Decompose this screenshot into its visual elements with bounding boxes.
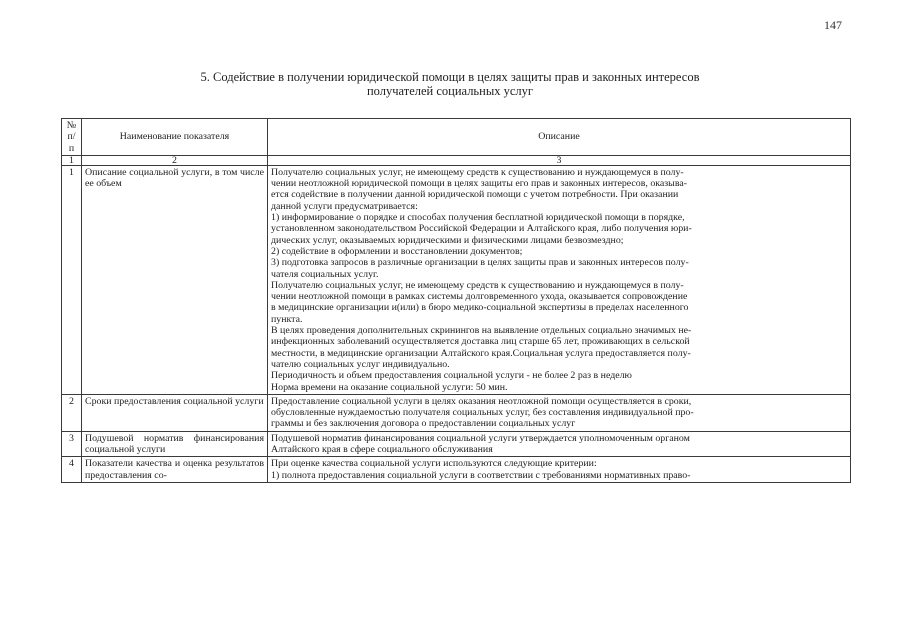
indicator-name: Подушевой норматив финансирования социальной услуги bbox=[82, 431, 268, 457]
indicator-name: Описание социальной услуги, в том числе ее объем bbox=[82, 165, 268, 394]
description-line: чении неотложной юридической помощи в целях защиты его прав и законных интересов, оказыва- bbox=[271, 178, 688, 190]
section-title-line-2: получателей социальных услуг bbox=[366, 84, 534, 98]
row-number: 3 bbox=[62, 431, 82, 457]
indicator-name: Показатели качества и оценка результатов предоставления со- bbox=[82, 457, 268, 483]
row-number: 4 bbox=[62, 457, 82, 483]
page-number: 147 bbox=[824, 18, 842, 32]
table-row bbox=[62, 457, 851, 483]
column-number-2: 2 bbox=[82, 155, 268, 165]
description-line: чателя социальных услуг. bbox=[271, 268, 379, 280]
indicators-table bbox=[61, 118, 851, 483]
section-title bbox=[110, 70, 790, 98]
description-line: При оценке качества социальной услуги используются следующие критерии: bbox=[271, 458, 597, 470]
description-line: Получателю социальных услуг, не имеющему средств к существованию и нуждающемуся в полу- bbox=[271, 166, 684, 178]
header-name: Наименование показателя bbox=[82, 119, 268, 156]
section-title-line-1: 5. Содействие в получении юридической помощи в целях защиты прав и законных интересов bbox=[200, 70, 700, 84]
indicator-name: Сроки предоставления социальной услуги bbox=[82, 394, 268, 431]
indicator-description bbox=[268, 457, 851, 483]
header-num: № п/п bbox=[62, 119, 82, 156]
description-line: пункта. bbox=[271, 313, 303, 325]
description-line: 1) информирование о порядке и способах получения бесплатной юридической помощи в порядке, bbox=[271, 212, 685, 224]
description-line: граммы и без заключения договора о предоставлении социальных услуг bbox=[271, 418, 576, 430]
table-header-row bbox=[62, 119, 851, 156]
indicator-description bbox=[268, 431, 851, 457]
description-line: Норма времени на оказание социальной услуги: 50 мин. bbox=[271, 381, 508, 393]
description-line: дических услуг, оказываемых юридическими и физическими лицами безвозмездно; bbox=[271, 234, 624, 246]
table-row bbox=[62, 431, 851, 457]
description-line: Периодичность и объем предоставления социальной услуги - не более 2 раз в неделю bbox=[271, 370, 632, 382]
description-line: Подушевой норматив финансирования социальной услуги утверждается уполномоченным органом bbox=[271, 432, 690, 444]
description-line: установленном законодательством Российской Федерации и Алтайского края, либо получения юри- bbox=[271, 223, 692, 235]
table-row bbox=[62, 394, 851, 431]
description-line: 3) подготовка запросов в различные организации в целях защиты прав и законных интересов полу- bbox=[271, 257, 689, 269]
description-line: чателю социальных услуг индивидуально. bbox=[271, 358, 450, 370]
description-line: обусловленные нуждаемостью получателя социальных услуг, без составления индивидуальной про- bbox=[271, 407, 694, 419]
column-number-3: 3 bbox=[268, 155, 851, 165]
description-line: ется содействие в получении данной юридической помощи с учетом потребности. При оказании bbox=[271, 189, 679, 201]
indicator-description bbox=[268, 394, 851, 431]
description-line: Алтайского края в сфере социального обслуживания bbox=[271, 444, 493, 456]
description-line: в медицинские организации и(или) в бюро медико-социальной экспертизы в пределах населенного bbox=[271, 302, 689, 314]
row-number: 2 bbox=[62, 394, 82, 431]
column-number-row bbox=[62, 155, 851, 165]
header-desc: Описание bbox=[268, 119, 851, 156]
description-line: В целях проведения дополнительных скринингов на выявление отдельных социально значимых не- bbox=[271, 325, 692, 337]
description-line: данной услуги предусматривается: bbox=[271, 200, 418, 212]
column-number-1: 1 bbox=[62, 155, 82, 165]
description-line: 1) полнота предоставления социальной услуги в соответствии с требованиями нормативных право- bbox=[271, 469, 691, 481]
description-line: местности, в медицинские организации Алтайского края.Социальная услуга предоставляется полу- bbox=[271, 347, 691, 359]
indicator-description bbox=[268, 165, 851, 394]
description-line: Предоставление социальной услуги в целях оказания неотложной помощи осуществляется в сроки, bbox=[271, 395, 692, 407]
description-line: Получателю социальных услуг, не имеющему средств к существованию и нуждающемуся в полу- bbox=[271, 279, 684, 291]
row-number: 1 bbox=[62, 165, 82, 394]
description-line: 2) содействие в оформлении и восстановлении документов; bbox=[271, 245, 523, 257]
description-line: чении неотложной помощи в рамках системы долговременного ухода, оказывается сопровождение bbox=[271, 291, 688, 303]
table-row bbox=[62, 165, 851, 394]
description-line: инфекционных заболеваний осуществляется доставка лиц старше 65 лет, проживающих в сельской bbox=[271, 336, 690, 348]
